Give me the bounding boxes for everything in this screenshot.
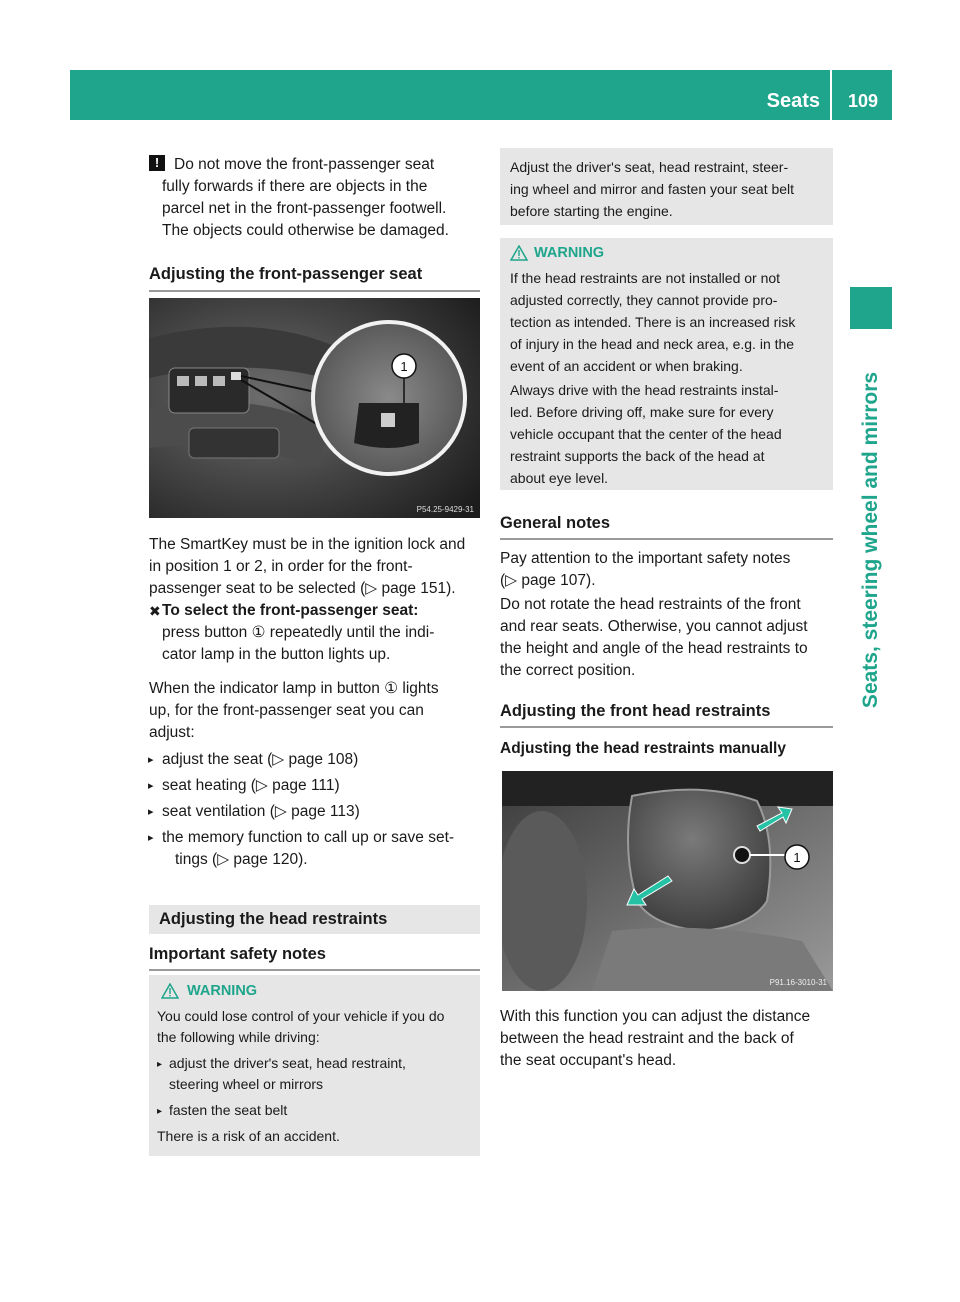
svg-text:1: 1	[400, 359, 408, 374]
warning-box	[500, 238, 833, 490]
body-text: Pay attention to the important safety notes	[500, 550, 791, 567]
warning-text: There is a risk of an accident.	[157, 1128, 340, 1144]
body-text: between the head restraint and the back of	[500, 1030, 794, 1047]
warning-text: the following while driving:	[157, 1029, 320, 1045]
list-item: ▸ adjust the seat (▷ page 108)	[162, 749, 358, 770]
warning-text: adjusted correctly, they cannot provide pro-	[510, 292, 778, 308]
warning-icon	[161, 983, 179, 1004]
warning-title: WARNING	[534, 245, 605, 261]
body-text: passenger seat to be selected (▷ page 151).	[149, 580, 456, 597]
subheading: Adjusting the head restraints manually	[500, 740, 786, 757]
chapter-title: Seats, steering wheel and mirrors	[859, 371, 882, 709]
warning-text: event of an accident or when braking.	[510, 358, 743, 374]
info-box	[500, 148, 833, 225]
caution-icon: !	[149, 155, 165, 171]
section-title: Seats	[766, 90, 820, 112]
section-heading: General notes	[500, 514, 611, 532]
warning-bullet: ▸ fasten the seat belt	[169, 1100, 287, 1121]
door-panel-image	[149, 298, 480, 518]
door-panel-illustration	[149, 298, 480, 518]
body-text: The SmartKey must be in the ignition lock and	[149, 536, 466, 553]
warning-text: of injury in the head and neck area, e.g. in the	[510, 336, 795, 352]
warning-text: tection as intended. There is an increased risk	[510, 314, 796, 330]
warning-text: about eye level.	[510, 470, 609, 486]
heading-rule	[500, 538, 833, 540]
warning-text: Always drive with the head restraints instal-	[510, 382, 779, 398]
svg-text:1: 1	[793, 850, 801, 865]
warning-text: restraint supports the back of the head at	[510, 448, 765, 464]
image-code: P91.16-3010-31	[769, 978, 827, 987]
body-text: up, for the front-passenger seat you can	[149, 702, 424, 719]
header-divider	[830, 70, 832, 120]
section-heading: Adjusting the front head restraints	[500, 702, 771, 720]
head-restraint-image	[502, 771, 833, 991]
section-heading: Adjusting the front-passenger seat	[149, 265, 423, 283]
warning-text: vehicle occupant that the center of the head	[510, 426, 782, 442]
warning-text: You could lose control of your vehicle if you do	[157, 1008, 445, 1024]
body-text: (▷ page 107).	[500, 572, 596, 589]
warning-bullet-cont: steering wheel or mirrors	[169, 1076, 324, 1092]
body-text: the correct position.	[500, 662, 636, 679]
body-text: Do not rotate the head restraints of the front	[500, 596, 801, 613]
image-code: P54.25-9429-31	[416, 505, 474, 514]
note-line: parcel net in the front-passenger footwell.	[162, 200, 447, 217]
head-restraint-illustration	[502, 771, 833, 991]
info-text: Adjust the driver's seat, head restraint, steer-	[510, 159, 789, 175]
page-number: 109	[847, 91, 879, 111]
note-line: fully forwards if there are objects in the	[162, 178, 428, 195]
warning-text: If the head restraints are not installed or not	[510, 270, 781, 286]
info-text: ing wheel and mirror and fasten your seat belt	[510, 181, 795, 197]
page-header-bar	[70, 70, 892, 120]
note-line: Do not move the front-passenger seat	[174, 156, 435, 173]
list-item: ▸ seat heating (▷ page 111)	[162, 775, 340, 796]
body-text: With this function you can adjust the distance	[500, 1008, 811, 1025]
body-text: the height and angle of the head restraints to	[500, 640, 808, 657]
warning-bullet: ▸ adjust the driver's seat, head restraint,	[169, 1053, 406, 1074]
heading-rule	[149, 290, 480, 292]
step-text: cator lamp in the button lights up.	[162, 646, 391, 663]
warning-icon	[510, 245, 528, 266]
warning-title: WARNING	[187, 983, 258, 999]
warning-box	[149, 975, 480, 1156]
info-text: before starting the engine.	[510, 203, 673, 219]
warning-text: led. Before driving off, make sure for every	[510, 404, 774, 420]
body-text: and rear seats. Otherwise, you cannot adjust	[500, 618, 808, 635]
body-text: in position 1 or 2, in order for the front-	[149, 558, 413, 575]
list-item-cont: tings (▷ page 120).	[175, 851, 308, 868]
body-text: adjust:	[149, 724, 195, 741]
list-item: ▸ the memory function to call up or save set-	[162, 827, 454, 848]
note-line: The objects could otherwise be damaged.	[162, 222, 449, 239]
chapter-tab-marker	[850, 287, 892, 329]
list-item: ▸ seat ventilation (▷ page 113)	[162, 801, 360, 822]
step-arrow-icon: ✖	[149, 603, 161, 619]
step-title: To select the front-passenger seat:	[162, 602, 419, 619]
step-text: press button ① repeatedly until the indi-	[162, 624, 435, 641]
body-text: When the indicator lamp in button ① lights	[149, 680, 439, 697]
heading-rule	[500, 726, 833, 728]
subheading: Important safety notes	[149, 945, 326, 963]
grey-heading: Adjusting the head restraints	[159, 910, 388, 928]
heading-rule	[149, 969, 480, 971]
body-text: the seat occupant's head.	[500, 1052, 677, 1069]
grey-heading-box	[149, 905, 480, 934]
chapter-side-label	[850, 340, 892, 740]
